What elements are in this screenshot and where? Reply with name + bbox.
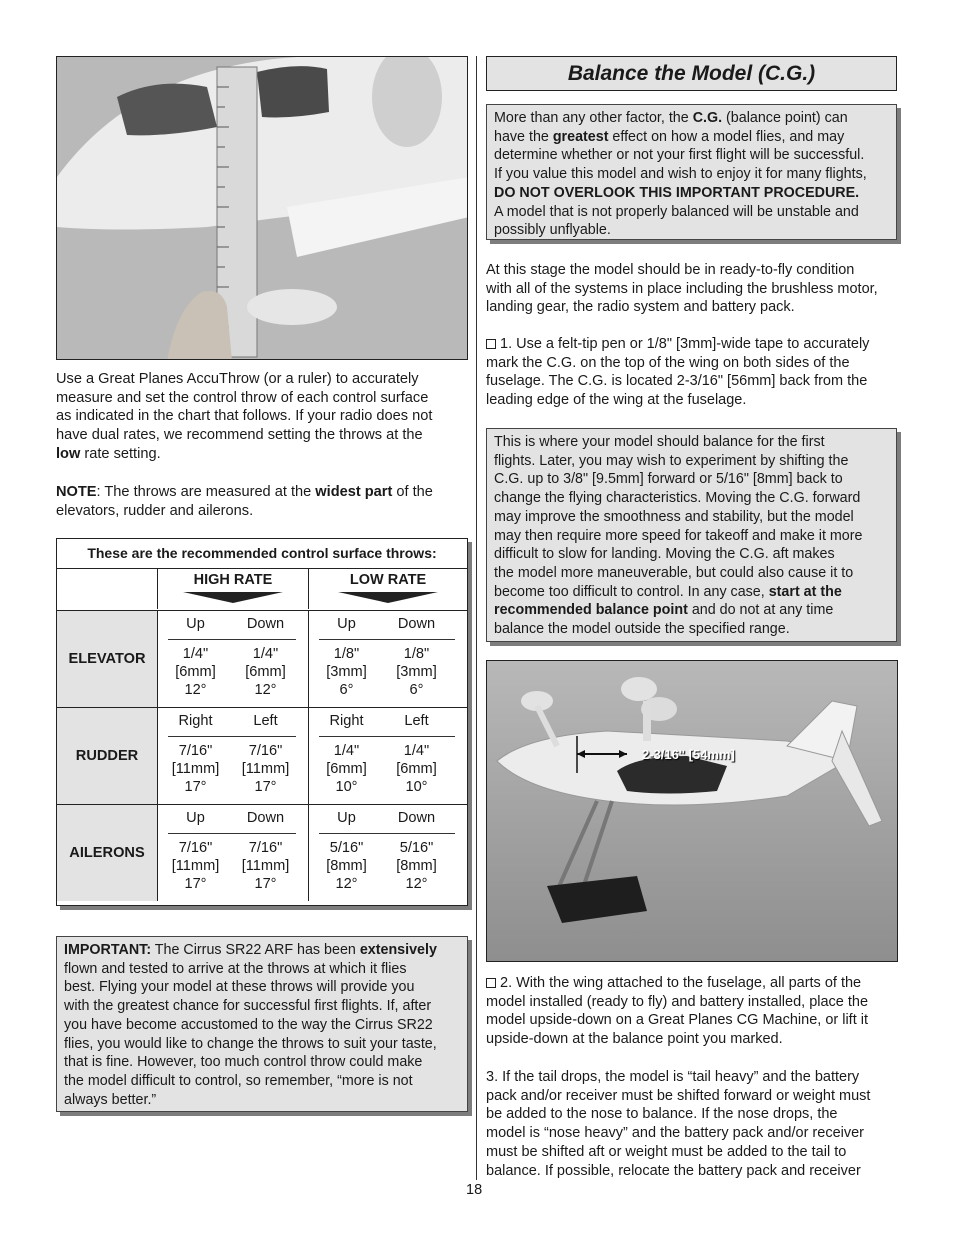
warning-line: possibly unflyable. bbox=[494, 222, 611, 239]
low-rate-cell bbox=[309, 611, 467, 707]
direction-label: Up bbox=[337, 810, 356, 826]
low-rate-header: LOW RATE bbox=[349, 572, 427, 588]
table-row bbox=[57, 708, 467, 805]
stage-line: At this stage the model should be in ready-to-fly condition bbox=[486, 262, 855, 278]
direction-label: Left bbox=[404, 713, 429, 729]
throw-value-line: 10° bbox=[335, 779, 358, 795]
throw-value bbox=[384, 742, 449, 796]
throw-value-line: 10° bbox=[405, 779, 428, 795]
range-line: recommended balance point and do not at any time bbox=[494, 602, 834, 619]
throw-value bbox=[163, 839, 228, 893]
direction-label: Down bbox=[246, 616, 285, 632]
intro-line: low rate setting. bbox=[56, 445, 161, 462]
high-rate-cell bbox=[157, 805, 309, 901]
cg-machine-photo bbox=[486, 660, 898, 962]
direction-label: Down bbox=[246, 810, 285, 826]
page-number: 18 bbox=[466, 1182, 483, 1198]
range-line: This is where your model should balance for the first bbox=[494, 434, 825, 450]
step3-line: balance. If possible, relocate the battery pack and receiver bbox=[486, 1162, 861, 1179]
divider-line bbox=[168, 736, 296, 737]
step1-line: leading edge of the wing at the fuselage. bbox=[486, 392, 747, 409]
down-arrow-icon bbox=[183, 590, 283, 604]
throw-value-line: 1/4" bbox=[252, 646, 279, 662]
important-label: IMPORTANT: bbox=[64, 942, 152, 958]
note-paragraph bbox=[56, 483, 467, 520]
divider-line bbox=[319, 736, 455, 737]
range-line: flights. Later, you may wish to experiment by shifting the bbox=[494, 452, 849, 469]
throw-value bbox=[163, 742, 228, 796]
divider-line bbox=[168, 833, 296, 834]
divider-line bbox=[168, 639, 296, 640]
low-rate-cell bbox=[309, 805, 467, 901]
intro-line: have dual rates, we recommend setting the throws at the bbox=[56, 427, 423, 444]
ruler-measurement-photo bbox=[56, 56, 468, 360]
throw-value-line: 12° bbox=[184, 682, 207, 698]
throw-value-line: 17° bbox=[184, 876, 207, 892]
step1-checkbox[interactable] bbox=[486, 339, 496, 349]
page-title: Balance the Model (C.G.) bbox=[567, 62, 816, 85]
step1-line: mark the C.G. on the top of the wing on both sides of the bbox=[486, 354, 850, 371]
throw-value-line: 7/16" bbox=[178, 743, 213, 759]
important-line: that is fine. However, too much control throw could make bbox=[64, 1054, 423, 1071]
range-line: change the flying characteristics. Moving the C.G. forward bbox=[494, 490, 861, 507]
step2-paragraph bbox=[486, 974, 898, 1049]
throw-value bbox=[314, 839, 379, 893]
table-row bbox=[57, 611, 467, 708]
throw-value-line: 5/16" bbox=[399, 840, 434, 856]
step2-line: 2. With the wing attached to the fuselage, all parts of the bbox=[486, 974, 898, 993]
throw-value-line: 7/16" bbox=[248, 840, 283, 856]
intro-line: measure and set the control throw of each control surface bbox=[56, 389, 429, 406]
cg-warning-box bbox=[486, 104, 897, 240]
important-line: flown and tested to arrive at the throws at which it flies bbox=[64, 960, 407, 977]
throw-value-line: [6mm] bbox=[245, 664, 286, 680]
stage-paragraph bbox=[486, 261, 898, 317]
range-line: difficult to slow for landing. Moving the C.G. aft makes bbox=[494, 546, 835, 563]
stage-line: landing gear, the radio system and battery pack. bbox=[486, 299, 795, 316]
down-arrow-icon bbox=[338, 590, 438, 604]
row-label: AILERONS bbox=[57, 805, 157, 901]
direction-label: Down bbox=[397, 616, 436, 632]
range-line: may then require more speed for takeoff and make it more bbox=[494, 527, 863, 544]
throw-value-line: 6° bbox=[339, 682, 354, 698]
direction-label: Down bbox=[397, 810, 436, 826]
throw-value bbox=[233, 645, 298, 699]
section-heading bbox=[486, 56, 897, 91]
direction-label: Up bbox=[186, 616, 205, 632]
note-line: elevators, rudder and ailerons. bbox=[56, 502, 254, 519]
step2-line: model upside-down on a Great Planes CG Machine, or lift it bbox=[486, 1012, 869, 1029]
step2-line: upside-down at the balance point you marked. bbox=[486, 1031, 783, 1048]
throw-value-line: [3mm] bbox=[396, 664, 437, 680]
throw-value-line: 17° bbox=[184, 779, 207, 795]
throw-value-line: 1/8" bbox=[403, 646, 430, 662]
throw-value bbox=[314, 645, 379, 699]
warning-line: A model that is not properly balanced will be unstable and bbox=[494, 203, 859, 220]
direction-label: Right bbox=[178, 713, 213, 729]
throw-value-line: [11mm] bbox=[241, 761, 290, 777]
throw-value-line: [8mm] bbox=[326, 858, 367, 874]
range-line: C.G. up to 3/8" [9.5mm] forward or 5/16" [8mm] back to bbox=[494, 471, 843, 488]
intro-line: Use a Great Planes AccuThrow (or a ruler) to accurately bbox=[56, 371, 419, 387]
high-rate-header: HIGH RATE bbox=[193, 572, 273, 588]
throw-value-line: 1/4" bbox=[182, 646, 209, 662]
throw-value bbox=[384, 645, 449, 699]
cg-range-box bbox=[486, 428, 897, 642]
throw-value-line: 17° bbox=[254, 876, 277, 892]
important-line: the model difficult to control, so remember, “more is not bbox=[64, 1072, 413, 1089]
row-label: ELEVATOR bbox=[57, 611, 157, 707]
throw-value-line: [11mm] bbox=[171, 761, 220, 777]
important-line: flies, you would like to change the throws to suit your taste, bbox=[64, 1035, 437, 1052]
stage-line: with all of the systems in place including the brushless motor, bbox=[486, 280, 878, 297]
range-line: the model more maneuverable, but could also cause it to bbox=[494, 564, 854, 581]
important-note-box bbox=[56, 936, 468, 1112]
column-divider bbox=[476, 56, 477, 1180]
note-label: NOTE bbox=[56, 484, 97, 500]
throw-value-line: 17° bbox=[254, 779, 277, 795]
direction-label: Up bbox=[337, 616, 356, 632]
table-title: These are the recommended control surface throws: bbox=[87, 545, 437, 561]
throw-value bbox=[163, 645, 228, 699]
important-line: always better.” bbox=[64, 1091, 157, 1108]
step1-paragraph bbox=[486, 335, 898, 410]
throw-value-line: 1/4" bbox=[333, 743, 360, 759]
warning-line: have the greatest effect on how a model flies, and may bbox=[494, 128, 845, 145]
throw-value-line: [3mm] bbox=[326, 664, 367, 680]
warning-line: DO NOT OVERLOOK THIS IMPORTANT PROCEDURE. bbox=[494, 184, 860, 201]
throw-value bbox=[233, 839, 298, 893]
throw-value-line: 1/8" bbox=[333, 646, 360, 662]
throw-value-line: [11mm] bbox=[171, 858, 220, 874]
throw-instructions-paragraph bbox=[56, 370, 467, 464]
control-throws-table bbox=[56, 538, 468, 906]
high-rate-cell bbox=[157, 708, 309, 804]
throw-value-line: 7/16" bbox=[178, 840, 213, 856]
step2-checkbox[interactable] bbox=[486, 978, 496, 988]
step1-line: fuselage. The C.G. is located 2-3/16" [56mm] back from the bbox=[486, 373, 868, 390]
step3-line: must be shifted aft or weight must be added to the tail to bbox=[486, 1143, 847, 1160]
important-line: with the greatest chance for successful first flights. If, after bbox=[64, 998, 432, 1015]
throw-value bbox=[384, 839, 449, 893]
direction-label: Left bbox=[253, 713, 278, 729]
throw-value-line: 7/16" bbox=[248, 743, 283, 759]
divider-line bbox=[319, 833, 455, 834]
throw-value-line: 5/16" bbox=[329, 840, 364, 856]
throw-value-line: [8mm] bbox=[396, 858, 437, 874]
step2-line: model installed (ready to fly) and battery installed, place the bbox=[486, 993, 869, 1010]
direction-label: Right bbox=[329, 713, 364, 729]
throw-value-line: 12° bbox=[254, 682, 277, 698]
throw-value-line: 12° bbox=[405, 876, 428, 892]
range-line: balance the model outside the specified range. bbox=[494, 621, 790, 638]
table-row bbox=[57, 805, 467, 902]
low-rate-cell bbox=[309, 708, 467, 804]
cg-distance-label: 2-3/16" [54mm] bbox=[642, 747, 735, 762]
throw-value-line: 1/4" bbox=[403, 743, 430, 759]
warning-line: determine whether or not your first flight will be successful. bbox=[494, 147, 865, 164]
range-line: may improve the smoothness and stability, but the model bbox=[494, 508, 854, 525]
table-header-row bbox=[57, 569, 467, 611]
step3-line: be added to the nose to balance. If the nose drops, the bbox=[486, 1106, 838, 1123]
throw-value bbox=[233, 742, 298, 796]
high-rate-cell bbox=[157, 611, 309, 707]
note-line: NOTE: The throws are measured at the widest part of the bbox=[56, 484, 433, 500]
throw-value-line: [6mm] bbox=[175, 664, 216, 680]
divider-line bbox=[319, 639, 455, 640]
throw-value-line: [6mm] bbox=[326, 761, 367, 777]
direction-label: Up bbox=[186, 810, 205, 826]
intro-line: as indicated in the chart that follows. If your radio does not bbox=[56, 408, 433, 425]
step3-line: 3. If the tail drops, the model is “tail heavy” and the battery bbox=[486, 1069, 860, 1085]
throw-value-line: 12° bbox=[335, 876, 358, 892]
step3-paragraph bbox=[486, 1068, 898, 1180]
step3-line: model is “nose heavy” and the battery pack and/or receiver bbox=[486, 1125, 865, 1142]
warning-line: If you value this model and wish to enjoy it for many flights, bbox=[494, 166, 867, 183]
important-line: best. Flying your model at these throws will provide you bbox=[64, 979, 415, 996]
table-title-row bbox=[57, 539, 467, 569]
important-line: you have become accustomed to the way the Cirrus SR22 bbox=[64, 1016, 433, 1033]
step3-line: pack and/or receiver must be shifted forward or weight must bbox=[486, 1087, 871, 1104]
throw-value bbox=[314, 742, 379, 796]
range-line: become too difficult to control. In any case, start at the bbox=[494, 583, 842, 600]
warning-line: More than any other factor, the C.G. (balance point) can bbox=[494, 110, 848, 126]
throw-value-line: 6° bbox=[409, 682, 424, 698]
important-line: IMPORTANT: The Cirrus SR22 ARF has been extensively bbox=[64, 942, 437, 958]
step1-line: 1. Use a felt-tip pen or 1/8" [3mm]-wide tape to accurately bbox=[486, 335, 898, 354]
row-label: RUDDER bbox=[57, 708, 157, 804]
throw-value-line: [6mm] bbox=[396, 761, 437, 777]
throw-value-line: [11mm] bbox=[241, 858, 290, 874]
